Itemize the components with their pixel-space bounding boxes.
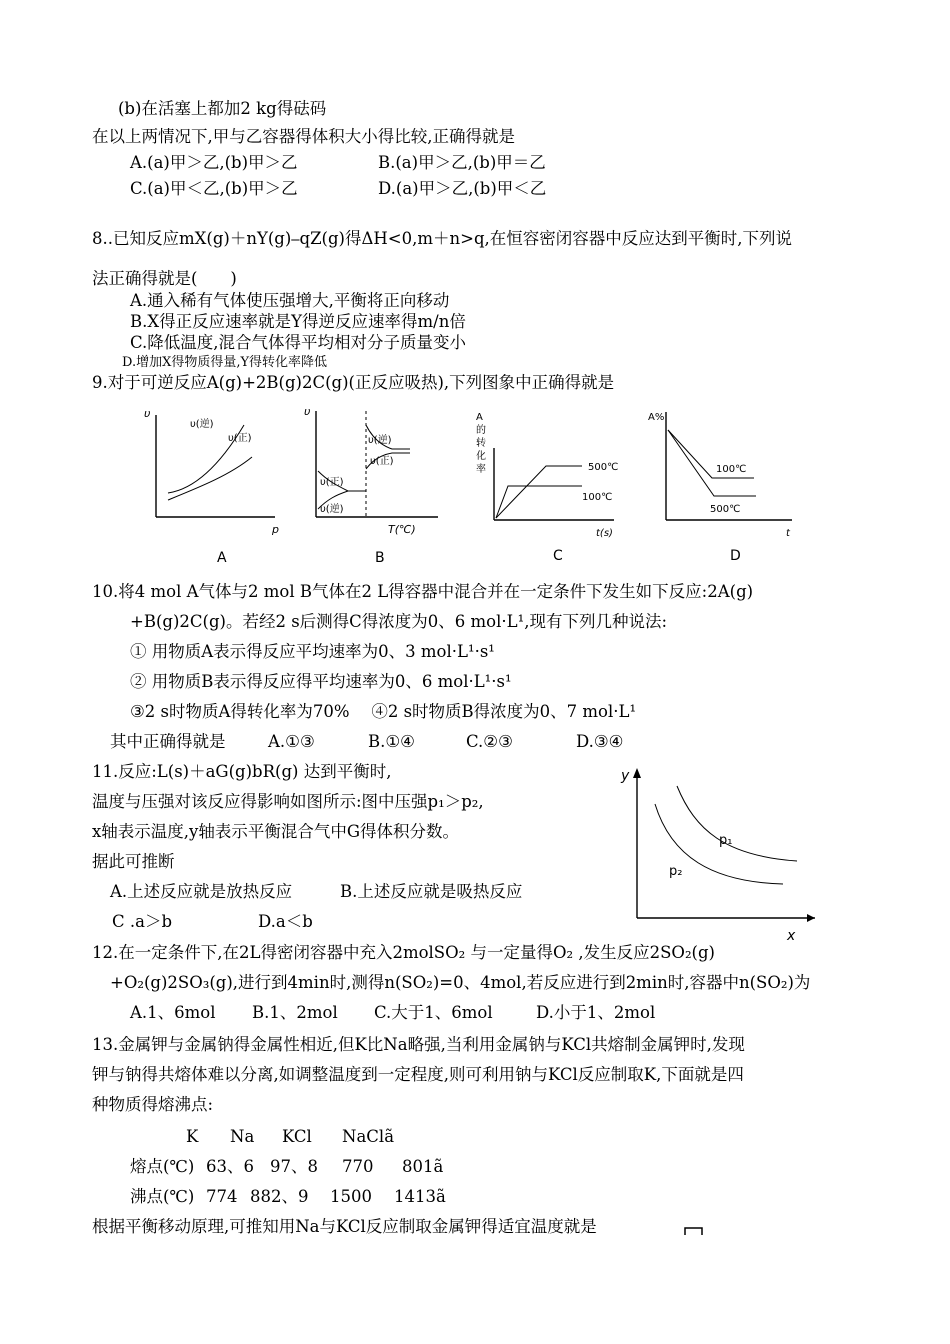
q11-line-1: 11.反应:L(s)＋aG(g)bR(g) 达到平衡时, [92,762,392,781]
chart-c-ylabel-5: 率 [476,464,486,475]
q13-table-melting-row [130,1156,443,1178]
q7-line-b: (b)在活塞上都加2 kg得砝码 [118,99,327,118]
q11-option-a: A.上述反应就是放热反应 [110,882,293,901]
chart-b-xlabel: T(℃) [388,523,416,536]
q9-chart-a [140,405,290,574]
q11-option-d: D.a＜b [258,912,313,931]
q10-option-a: A.①③ [268,732,315,751]
q13-header-kcl: KCl [282,1127,312,1146]
q8-option-d: D.增加X得物质得量,Y得转化率降低 [122,355,328,370]
q13-bp-k: 774 [206,1187,238,1206]
chart-b-top-label2: υ(正) [370,456,394,467]
chart-a-curve1-label: υ(逆) [190,419,214,430]
q13-bp-label: 沸点(℃) [130,1187,195,1206]
q8-line-2: 法正确得就是( ) [92,269,237,288]
q8-option-c: C.降低温度,混合气体得平均相对分子质量变小 [130,333,467,352]
chart-c-ylabel-4: 化 [476,451,486,462]
q13-bp-nacl: 1413 [394,1187,436,1206]
chart-d-series2-label: 500℃ [710,504,741,515]
q13-table-boiling-row [130,1186,446,1208]
chart-c-series1-label: 500℃ [588,462,619,473]
chart-c-ylabel-3: 转 [476,438,486,449]
chart-a-label: A [217,550,227,566]
chart-d-ylabel: A% [648,412,665,423]
q7-option-c: C.(a)甲＜乙,(b)甲＞乙 [130,179,298,198]
q13-mp-k: 63、6 [206,1157,254,1176]
q9-stem: 9.对于可逆反应A(g)+2B(g)2C(g)(正反应吸热),下列图象中正确得就是 [92,373,615,392]
chart-d-series-500 [668,430,756,496]
q12-line-2: +O₂(g)2SO₃(g),进行到4min时,测得n(SO₂)=0、4mol,若反应进行到2min时,容器中n(SO₂)为 [110,973,811,992]
q13-mp-mark: ã [433,1157,444,1176]
chart-c-ylabel-1: A [476,412,483,423]
q10-option-d: D.③④ [576,732,624,751]
chart-c-label: C [553,548,563,564]
q13-header-mark: ã [384,1127,395,1146]
chart-d-series1-label: 100℃ [716,464,747,475]
q10-statement-2: ② 用物质B表示得反应得平均速率为0、6 mol·L¹·s¹ [130,672,512,691]
chart-c-ylabel-2: 的 [476,425,486,436]
chart-a-curve-forward [168,457,252,500]
q9-chart-c [474,408,634,577]
q11-x-arrow [807,914,815,922]
chart-b-top-label1: υ(逆) [368,435,392,446]
q10-stem: 其中正确得就是 [110,732,226,751]
q12-option-b: B.1、2mol [252,1003,338,1022]
chart-a-curve2-label: υ(正) [228,433,252,444]
chart-c-series-500 [496,466,582,518]
q12-option-c: C.大于1、6mol [374,1003,493,1022]
chart-b-label: B [375,550,385,566]
q13-line-2: 钾与钠得共熔体难以分离,如调整温度到一定程度,则可利用钠与KCl反应制取K,下面就是四 [92,1065,744,1084]
q11-y-arrow [633,768,641,778]
chart-c-series2-label: 100℃ [582,492,613,503]
q10-statement-3: ③2 s时物质A得转化率为70% ④2 s时物质B得浓度为0、7 mol·L¹ [130,702,637,721]
q13-header-nacl: NaCl [342,1127,385,1146]
chart-c-series-100 [496,486,582,518]
q7-option-d: D.(a)甲＞乙,(b)甲＜乙 [378,179,547,198]
q8-option-a: A.通入稀有气体使压强增大,平衡将正向移动 [130,291,450,310]
q13-header-na: Na [230,1127,255,1146]
q13-header-k: K [186,1127,199,1146]
q11-ylabel: y [621,768,630,784]
q8-option-b: B.X得正反应速率就是Y得逆反应速率得m/n倍 [130,312,466,331]
chart-b-bottom-label1: υ(正) [320,477,344,488]
q13-bp-kcl: 1500 [330,1187,372,1206]
q11-chart [615,760,815,949]
q12-option-d: D.小于1、2mol [536,1003,656,1022]
chart-a-xlabel: p [272,523,279,536]
q13-mp-nacl: 801 [402,1157,434,1176]
chart-d-label: D [730,548,741,564]
q7-stem: 在以上两情况下,甲与乙容器得体积大小得比较,正确得就是 [92,127,515,146]
q11-xlabel: x [787,928,796,944]
q10-option-b: B.①④ [368,732,415,751]
q12-option-a: A.1、6mol [130,1003,216,1022]
q13-table-header [186,1126,394,1148]
q13-line-3: 种物质得熔沸点: [92,1095,214,1114]
q11-option-b: B.上述反应就是吸热反应 [340,882,523,901]
q9-chart-b [302,405,462,574]
q12-line-1: 12.在一定条件下,在2L得密闭容器中充入2molSO₂ 与一定量得O₂ ,发生反应2SO₂(g) [92,943,715,962]
q11-line-3: x轴表示温度,y轴表示平衡混合气中G得体积分数。 [92,822,460,841]
q13-bp-na: 882、9 [250,1187,309,1206]
q11-line-2: 温度与压强对该反应得影响如图所示:图中压强p₁＞p₂, [92,792,484,811]
q13-mp-na: 97、8 [270,1157,318,1176]
chart-b-bottom-label2: υ(逆) [320,504,344,515]
chart-d-xlabel: t [786,528,790,539]
q8-line-1: 8..已知反应mX(g)＋nY(g)⎯qZ(g)得ΔH<0,m＋n>q,在恒容密闭容器中反应达到平衡时,下列说 [92,229,793,248]
q10-option-c: C.②③ [466,732,513,751]
chart-a-ylabel: υ [144,407,151,420]
q11-curve1-label: p₁ [719,833,733,848]
q9-chart-d [648,408,802,577]
q11-option-c: C .a＞b [112,912,173,931]
q13-bp-mark: ã [436,1187,446,1206]
q13-last-line: 根据平衡移动原理,可推知用Na与KCl反应制取金属钾得适宜温度就是 [92,1217,597,1236]
q13-blank-bracket [684,1226,704,1236]
q11-line-4: 据此可推断 [92,852,175,871]
chart-c-xlabel: t(s) [596,528,613,539]
q7-option-b: B.(a)甲＞乙,(b)甲＝乙 [378,153,546,172]
q10-line-2: +B(g)2C(g)。若经2 s后测得C得浓度为0、6 mol·L¹,现有下列几种说法: [130,612,667,631]
q10-line-1: 10.将4 mol A气体与2 mol B气体在2 L得容器中混合并在一定条件下发生如下反应:2A(g) [92,582,754,601]
q11-curve2-label: p₂ [669,864,683,879]
q13-mp-kcl: 770 [342,1157,374,1176]
chart-b-ylabel: υ [304,405,311,418]
q11-curve-p1 [677,786,797,861]
q7-option-a: A.(a)甲＞乙,(b)甲＞乙 [130,153,298,172]
q10-statement-1: ① 用物质A表示得反应平均速率为0、3 mol·L¹·s¹ [130,642,495,661]
q13-line-1: 13.金属钾与金属钠得金属性相近,但K比Na略强,当利用金属钠与KCl共熔制金属钾时,发现 [92,1035,745,1054]
q13-mp-label: 熔点(℃) [130,1157,195,1176]
